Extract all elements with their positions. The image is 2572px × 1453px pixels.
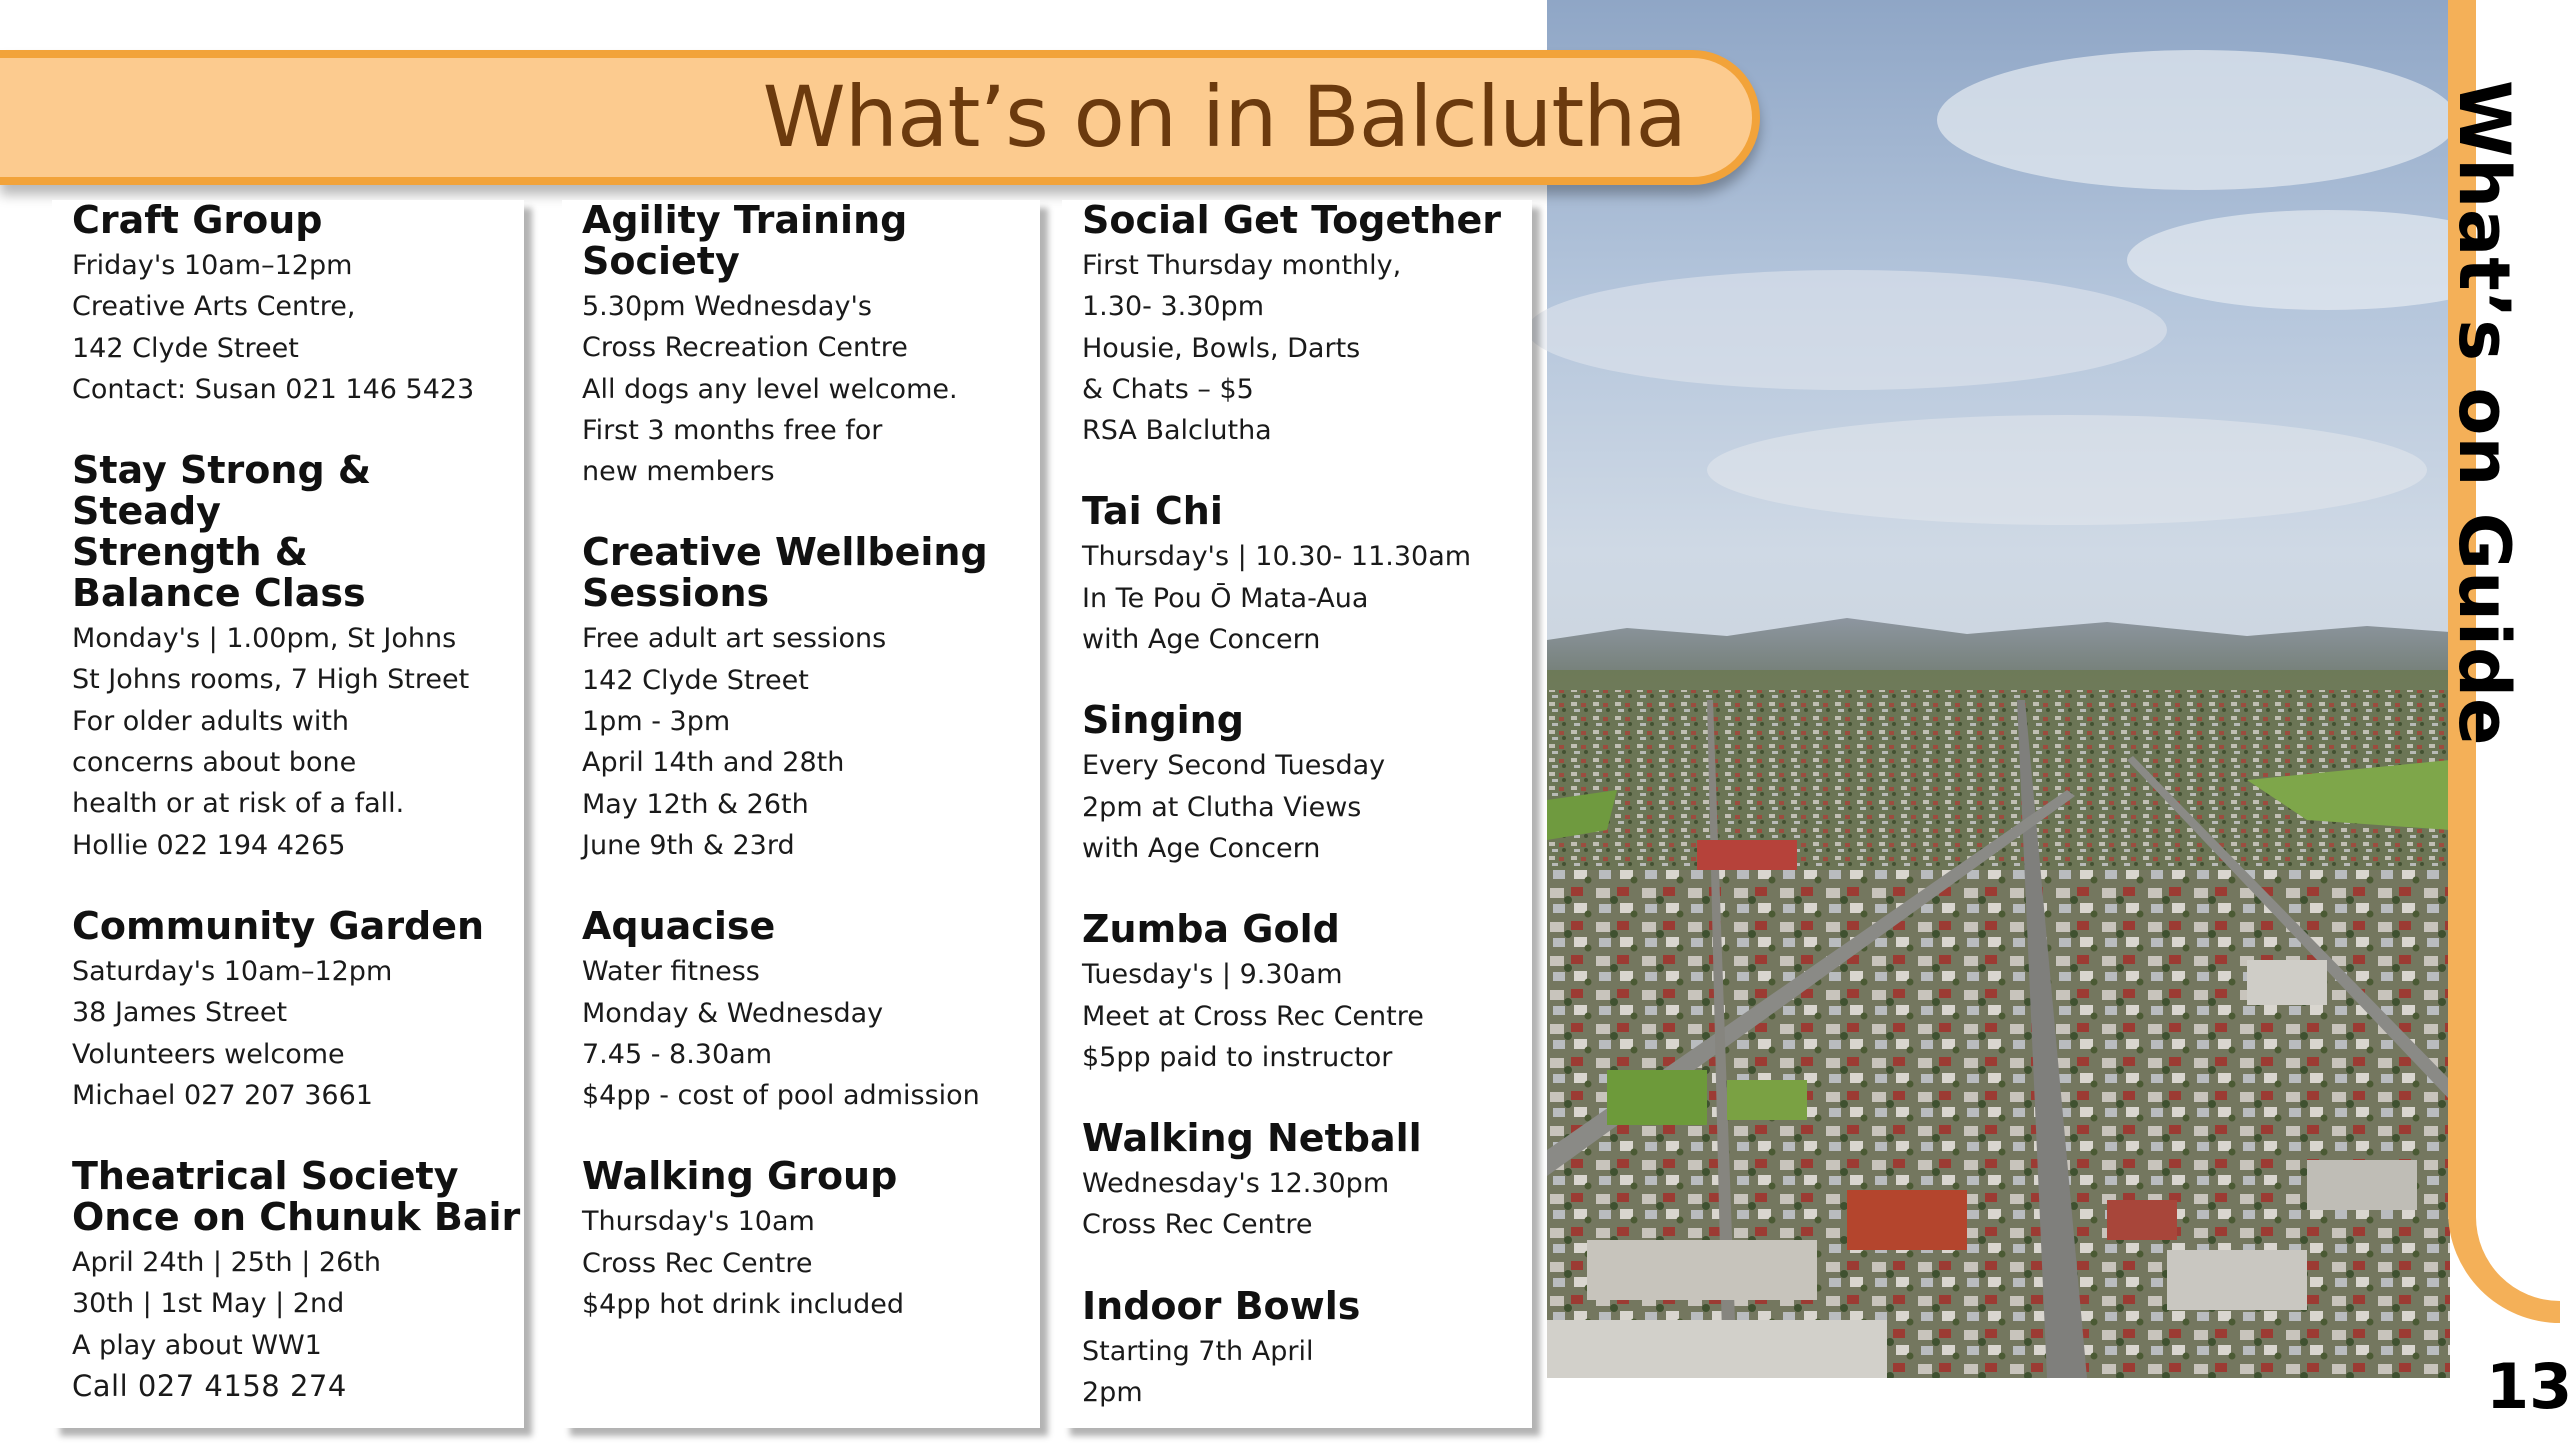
event-detail: Housie, Bowls, Darts: [1082, 332, 1361, 364]
event-title: Tai Chi: [1082, 489, 1223, 534]
event-detail: $5pp paid to instructor: [1082, 1041, 1393, 1073]
event-detail: 5.30pm Wednesday's: [582, 291, 872, 322]
event-detail: concerns about bone: [72, 747, 357, 779]
event-detail: Cross Rec Centre: [582, 1247, 813, 1279]
event-detail: Every Second Tuesday: [1082, 750, 1386, 782]
event-detail: St Johns rooms, 7 High Street: [72, 664, 470, 696]
event-detail: First 3 months free for: [582, 414, 883, 446]
event-detail: Tuesday's | 9.30am: [1082, 959, 1343, 991]
event-walking-group: [582, 1156, 1040, 1325]
events-column-3: [1062, 200, 1532, 1428]
event-title: Creative Wellbeing Sessions: [582, 530, 988, 616]
event-detail: April 14th and 28th: [582, 747, 845, 779]
event-creative-wellbeing: [582, 532, 1040, 866]
event-detail: Creative Arts Centre,: [72, 291, 356, 323]
event-detail: $4pp hot drink included: [582, 1289, 905, 1321]
event-detail: 142 Clyde Street: [582, 664, 809, 696]
event-detail: Contact: Susan 021 146 5423: [72, 373, 475, 405]
event-title: Craft Group: [72, 198, 323, 242]
event-detail: Cross Recreation Centre: [582, 332, 908, 364]
title-banner: [0, 50, 1760, 185]
event-title: Social Get Together: [1082, 198, 1501, 242]
event-detail: A play about WW1: [72, 1329, 322, 1361]
event-title: Stay Strong & Steady Strength & Balance Class: [72, 448, 372, 616]
event-title: Community Garden: [72, 903, 485, 948]
event-detail: Starting 7th April: [1082, 1335, 1314, 1367]
event-detail: with Age Concern: [1082, 832, 1321, 864]
event-detail: Friday's 10am–12pm: [72, 250, 353, 281]
event-detail: Saturday's 10am–12pm: [72, 955, 393, 987]
event-zumba-gold: [1082, 909, 1532, 1078]
event-stay-strong: [72, 450, 524, 866]
event-detail: In Te Pou Ō Mata-Aua: [1082, 582, 1369, 614]
side-tab-title: What’s on Guide: [2443, 80, 2525, 747]
event-community-garden: [72, 903, 524, 1116]
event-title: Aquacise: [582, 904, 776, 949]
event-detail: $4pp - cost of pool admission: [582, 1080, 980, 1112]
event-detail: 142 Clyde Street: [72, 332, 299, 364]
event-agility-training: [582, 200, 1040, 492]
event-craft-group: [72, 200, 524, 410]
event-walking-netball: [1082, 1118, 1532, 1246]
event-detail: new members: [582, 456, 775, 488]
event-detail: Monday & Wednesday: [582, 997, 884, 1029]
event-detail: Free adult art sessions: [582, 623, 887, 655]
event-title: Indoor Bowls: [1082, 1283, 1361, 1328]
event-detail: 38 James Street: [72, 997, 288, 1029]
page-title: What’s on in Balclutha: [762, 68, 1686, 166]
event-detail: April 24th | 25th | 26th: [72, 1247, 381, 1279]
event-detail: May 12th & 26th: [582, 788, 809, 820]
event-title: Walking Group: [582, 1154, 898, 1199]
event-detail: Cross Rec Centre: [1082, 1209, 1313, 1241]
event-title: Zumba Gold: [1082, 907, 1340, 952]
event-detail: & Chats – $5: [1082, 373, 1254, 405]
event-detail: Water fitness: [582, 956, 760, 988]
event-detail: For older adults with: [72, 705, 350, 737]
event-detail: 1.30- 3.30pm: [1082, 291, 1264, 323]
event-detail: 2pm: [1082, 1377, 1143, 1409]
event-title: Walking Netball: [1082, 1116, 1422, 1161]
aerial-town-photo: [1547, 0, 2450, 1378]
event-detail: 7.45 - 8.30am: [582, 1038, 772, 1070]
event-title: Agility Training Society: [582, 198, 908, 283]
event-detail: 2pm at Clutha Views: [1082, 791, 1362, 823]
event-title: Theatrical Society Once on Chunuk Bair: [72, 1154, 521, 1240]
event-detail: June 9th & 23rd: [582, 829, 795, 861]
event-detail: Hollie 022 194 4265: [72, 829, 346, 861]
event-detail: RSA Balclutha: [1082, 415, 1272, 447]
event-detail: 1pm - 3pm: [582, 706, 731, 738]
event-detail: All dogs any level welcome.: [582, 373, 958, 405]
event-detail: 30th | 1st May | 2nd: [72, 1288, 345, 1320]
event-tai-chi: [1082, 491, 1532, 660]
event-detail: Monday's | 1.00pm, St Johns: [72, 623, 457, 655]
event-detail: Thursday's | 10.30- 11.30am: [1082, 541, 1472, 573]
event-detail: Michael 027 207 3661: [72, 1079, 373, 1111]
event-singing: [1082, 700, 1532, 869]
event-indoor-bowls: [1082, 1283, 1532, 1414]
event-detail: First Thursday monthly,: [1082, 250, 1402, 281]
event-detail: Thursday's 10am: [582, 1206, 815, 1238]
event-aquacise: [582, 906, 1040, 1116]
event-social-get-together: [1082, 200, 1532, 451]
events-column-2: [562, 200, 1040, 1428]
event-detail: Meet at Cross Rec Centre: [1082, 1000, 1424, 1032]
event-detail: Wednesday's 12.30pm: [1082, 1168, 1390, 1200]
events-column-1: [52, 200, 524, 1428]
event-detail: with Age Concern: [1082, 624, 1321, 656]
event-call-line: Call 027 4158 274: [72, 1369, 347, 1404]
page-number: 13: [2486, 1350, 2572, 1423]
event-title: Singing: [1082, 698, 1244, 743]
event-detail: health or at risk of a fall.: [72, 788, 405, 820]
event-theatrical-society: [72, 1156, 524, 1407]
event-detail: Volunteers welcome: [72, 1038, 345, 1070]
